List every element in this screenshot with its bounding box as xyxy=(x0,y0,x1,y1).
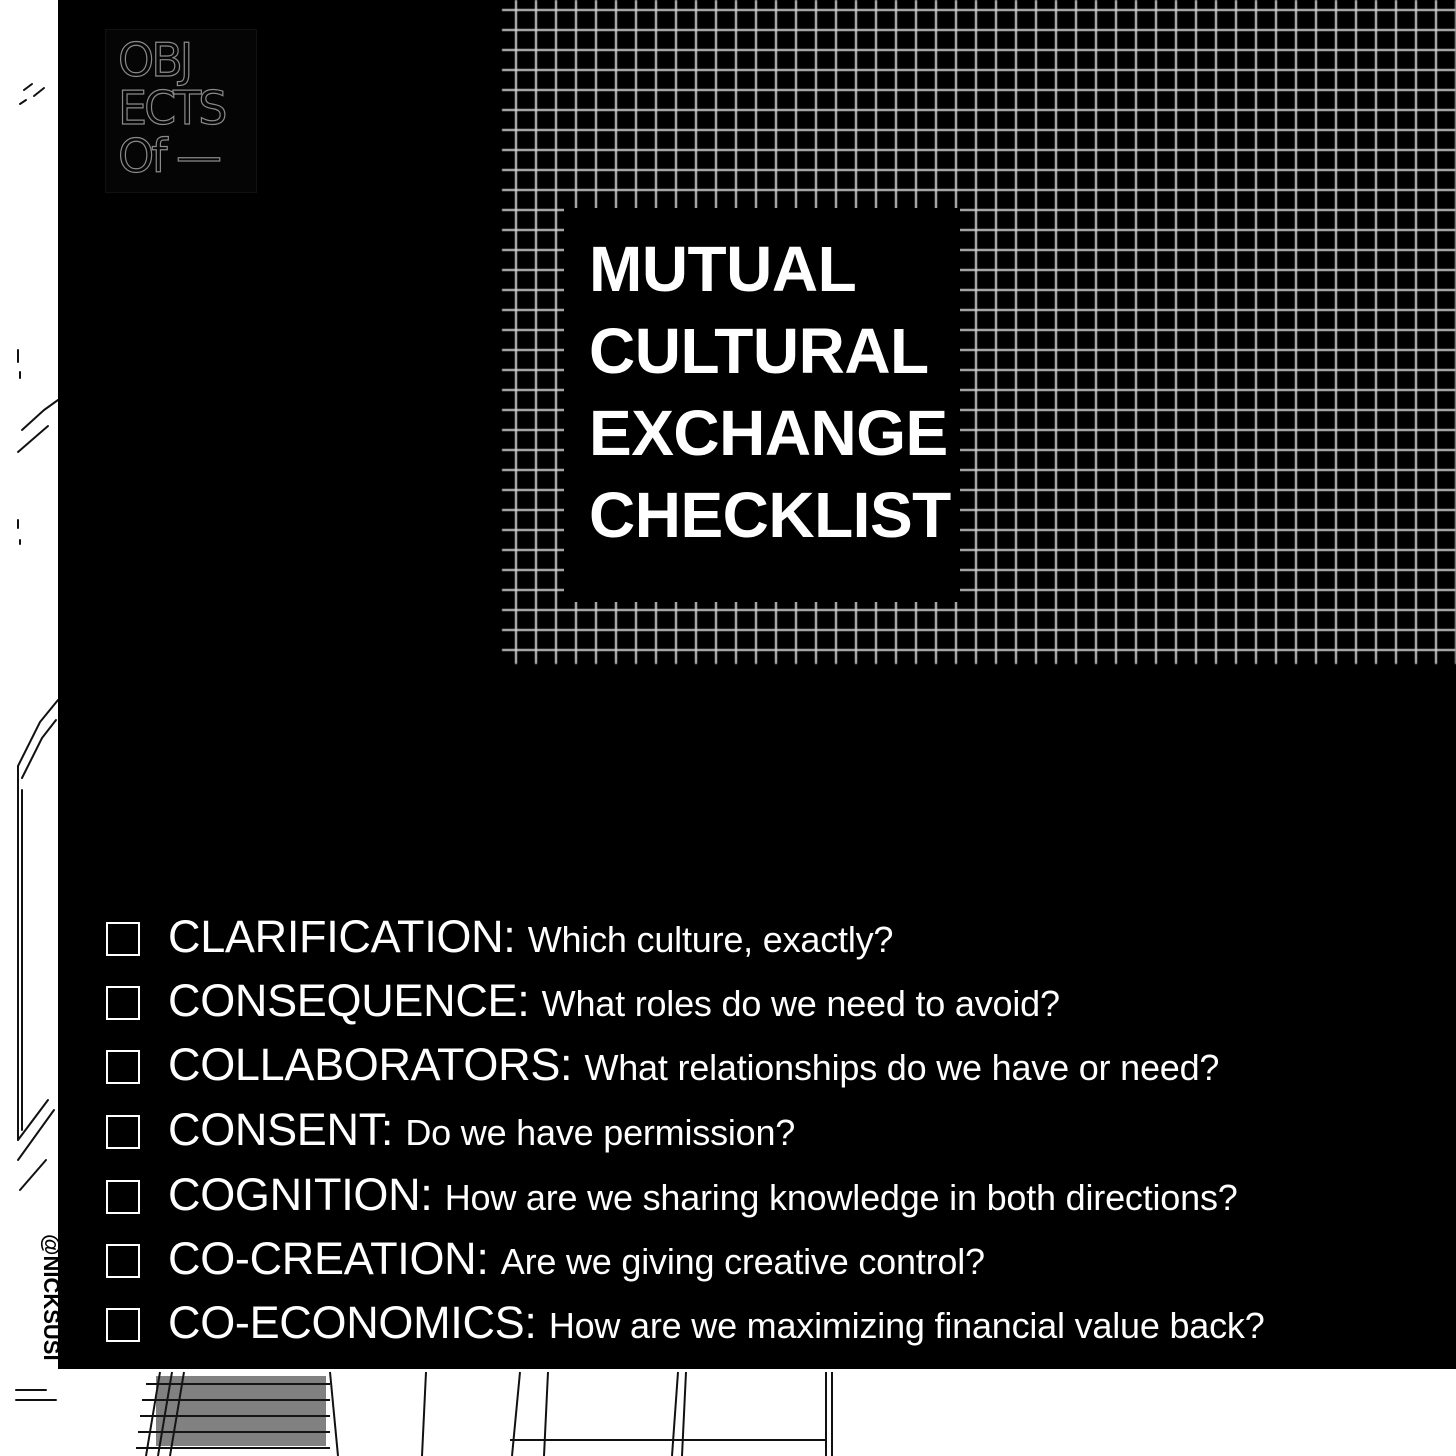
logo-line: OBJ xyxy=(118,33,191,87)
checklist-term: COLLABORATORS: What relationships do we have or need? xyxy=(168,1039,1220,1090)
checklist-question: How are we sharing knowledge in both directions? xyxy=(444,1177,1238,1218)
checklist-term: CO-CREATION: Are we giving creative control? xyxy=(168,1233,985,1284)
logo-line: Of — xyxy=(118,129,220,183)
logo xyxy=(106,30,256,192)
checklist-question: How are we maximizing financial value back? xyxy=(548,1305,1265,1346)
checklist-term: CONSEQUENCE: What roles do we need to avoid? xyxy=(168,975,1060,1026)
checklist-question: Do we have permission? xyxy=(405,1112,796,1153)
checklist-term: CO-ECONOMICS: How are we maximizing financial value back? xyxy=(168,1297,1265,1348)
checkbox[interactable] xyxy=(106,1180,140,1214)
title-line: CULTURAL xyxy=(589,315,929,387)
checklist-term: COGNITION: How are we sharing knowledge in both directions? xyxy=(168,1169,1238,1220)
author-handle-text: @NICKSUSI xyxy=(39,1234,64,1361)
checkbox[interactable] xyxy=(106,1115,140,1149)
checkbox[interactable] xyxy=(106,986,140,1020)
checklist-question: What relationships do we have or need? xyxy=(584,1047,1220,1088)
checkbox[interactable] xyxy=(106,1050,140,1084)
title-line: EXCHANGE xyxy=(589,397,948,469)
checklist-question: Are we giving creative control? xyxy=(500,1241,985,1282)
title-line: CHECKLIST xyxy=(589,479,951,551)
checklist-term: CLARIFICATION: Which culture, exactly? xyxy=(168,911,894,962)
checkbox[interactable] xyxy=(106,922,140,956)
title-line: MUTUAL xyxy=(589,233,857,305)
checklist-term: CONSENT: Do we have permission? xyxy=(168,1104,796,1155)
logo-line: ECTS xyxy=(118,81,225,135)
checkbox[interactable] xyxy=(106,1244,140,1278)
author-handle xyxy=(22,1232,64,1366)
checkbox[interactable] xyxy=(106,1308,140,1342)
checklist-question: What roles do we need to avoid? xyxy=(541,983,1060,1024)
checklist-question: Which culture, exactly? xyxy=(527,919,894,960)
